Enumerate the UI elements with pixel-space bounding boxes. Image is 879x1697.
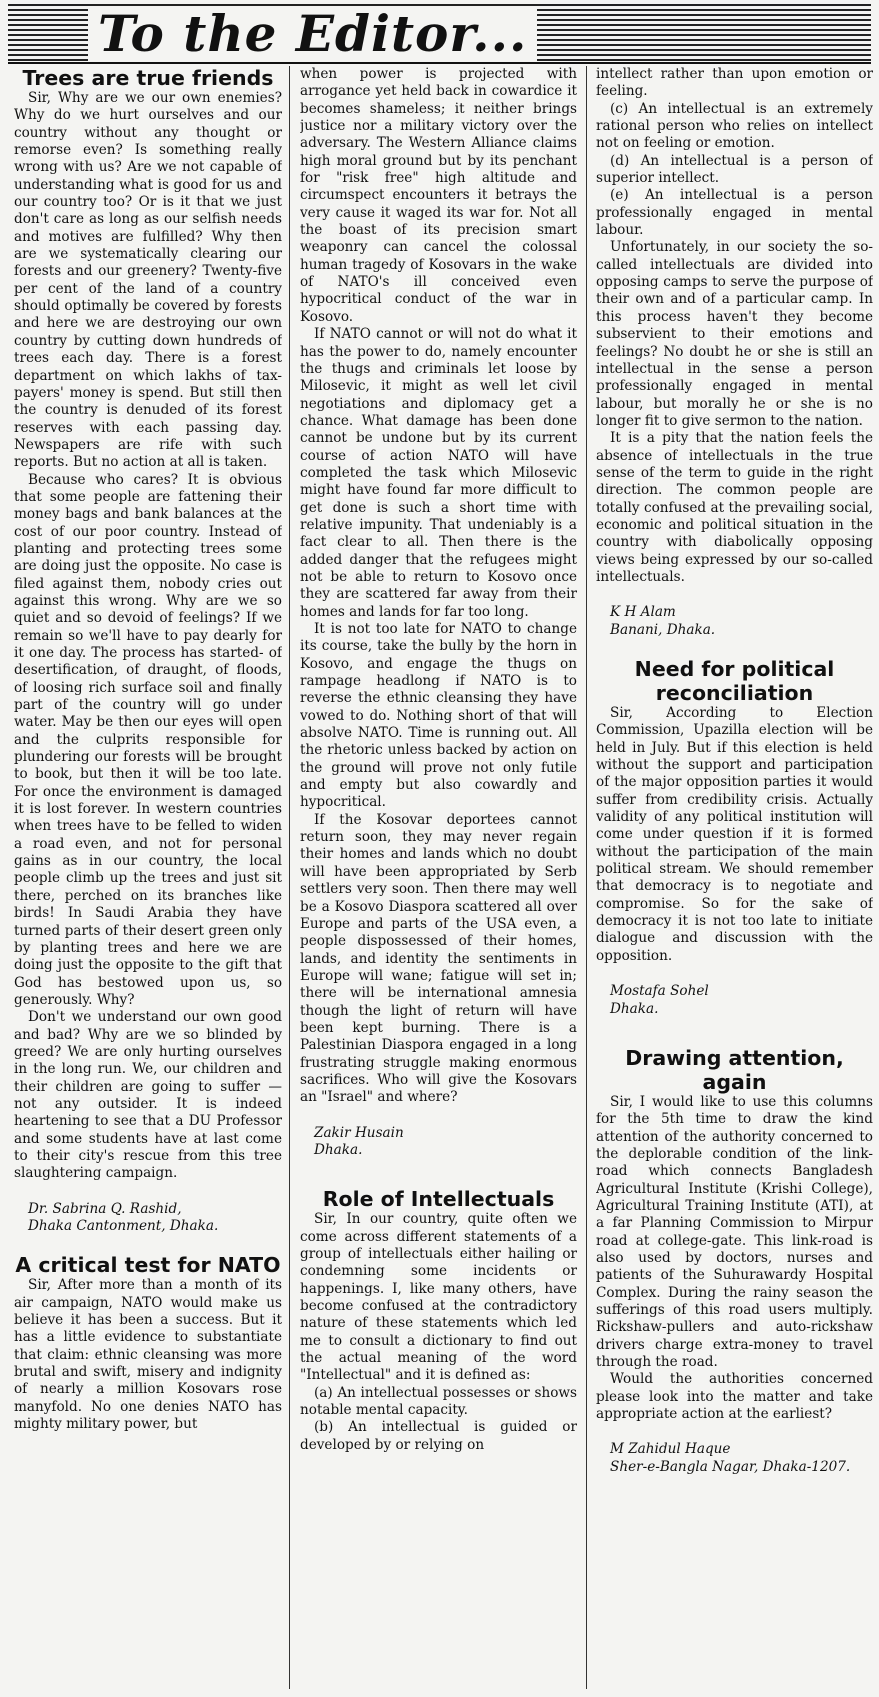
letter-title-attention: Drawing attention, again bbox=[625, 1045, 844, 1094]
signature-name: Dr. Sabrina Q. Rashid, bbox=[28, 1200, 182, 1217]
letter-title-nato: A critical test for NATO bbox=[15, 1253, 281, 1278]
signature-name: Mostafa Sohel bbox=[610, 983, 709, 1000]
letter-paragraph: when power is projected with arrogance yet held back in cowardice it becomes shameless; it neither brings justice nor a military victory over the adversary. The Western Alliance claims high moral ground but by its penchant for "risk free" high altitude and circumspect encounters it betrays the very cause it waged its war for. Not all the boast of its precision smart weaponry can cancel the colossal human tragedy of Kosovars in the wake of NATO's ill conceived even hypocritical conduct of the war in Kosovo. bbox=[300, 66, 577, 325]
letter-paragraph: Don't we understand our own good and bad? Why are we so blinded by greed? We are only hurting ourselves in the long run. We, our children and their children are going to suffer — not any outsider. It is indeed heartening to see that a DU Professor and some students have at last come to their city's rescue from this tree slaughtering campaign. bbox=[14, 1009, 282, 1182]
column-1 bbox=[14, 66, 282, 1691]
letter-paragraph: Sir, According to Election Commission, Upazilla election will be held in July. But if this election is held without the support and participation of the major opposition parties it would suffer from credibility crisis. Actually validity of any political institution will come under question if it is formed without the participation of the main political stream. We should remember that democracy is to negotiate and compromise. So for the sake of democracy it is not too late to initiate dialogue and discussion with the opposition. bbox=[596, 705, 873, 964]
letter-paragraph: Sir, In our country, quite often we come across different statements of a group of intellectuals either hailing or condemning some incidents or happenings. I, like many others, have become confused at the contradictory nature of these statements which led me to consult a dictionary to find out the actual meaning of the word "Intellectual" and it is defined as: bbox=[300, 1211, 577, 1384]
letter-title-political: Need for political reconciliation bbox=[634, 657, 835, 705]
letter-paragraph: (e) An intellectual is a person professionally engaged in mental labour. bbox=[596, 187, 873, 239]
signature-place: Sher-e-Bangla Nagar, Dhaka-1207. bbox=[610, 1458, 851, 1475]
column-rule bbox=[289, 66, 290, 1689]
letter-paragraph: intellect rather than upon emotion or feeling. bbox=[596, 66, 873, 100]
column-2 bbox=[300, 66, 577, 1691]
letter-title-intellectuals: Role of Intellectuals bbox=[322, 1187, 555, 1212]
letter-paragraph: Sir, After more than a month of its air campaign, NATO would make us believe it has been a success. But it has a little evidence to substantiate that claim: ethnic cleansing was more brutal and swift, misery and indignity of nearly a million Kosovars rose manyfold. No one denies NATO has mighty military power, but bbox=[14, 1277, 282, 1433]
masthead-title: To the Editor... bbox=[88, 6, 537, 62]
column-rule bbox=[586, 66, 587, 1689]
column-3 bbox=[596, 66, 873, 1691]
letter-paragraph: (d) An intellectual is a person of superior intellect. bbox=[596, 152, 873, 187]
letter-paragraph: Because who cares? It is obvious that some people are fattening their money bags and bank balances at the cost of our poor country. Instead of planting and protecting trees some are doing just the opposite. No case is filed against them, nobody cries out against this wrong. Why are we so quiet and so devoid of feelings? If we remain so we'll have to pay dearly for it one day. The process has started- of desertification, of draught, of floods, of loosing rich surface soil and finally part of the country will go under water. May be then our eyes will open and the culprits responsible for plundering our forests will be brought to book, but then it will be too late. For once the environment is damaged it is lost forever. In western countries when trees have to be felled to widen a road even, and not for personal gains as in our country, the local people climb up the trees and just sit there, perched on its branches like birds! In Saudi Arabia they have turned parts of their desert green only by planting trees and here we are doing just the opposite to the gift that God has bestowed upon us, so generously. Why? bbox=[14, 471, 282, 1008]
signature-name: K H Alam bbox=[610, 604, 676, 621]
letter-paragraph: Unfortunately, in our society the so-called intellectuals are divided into opposing camps to serve the purpose of their own and of a particular camp. In this process haven't they become subservient to their emotions and feelings? No doubt he or she is still an intellectual in the sense a person professionally engaged in mental labour, but morally he or she is no longer fit to give sermon to the nation. bbox=[596, 239, 873, 429]
letter-paragraph: Sir, Why are we our own enemies? Why do we hurt ourselves and our country without any thought or remorse even? Is something really wrong with us? Are we not capable of understanding what is good for us and our country too? Or is it that we just don't care as long as our selfish needs and motives are fulfilled? Why then are we systematically clearing our forests and our greenery? Twenty-five per cent of the land of a country should optimally be covered by forests and here we are destroying our own country by cutting down hundreds of trees each day. There is a forest department on which lakhs of tax-payers' money is spend. But still then the country is denuded of its forest reserves with each passing day. Newspapers are rife with such reports. But no action at all is taken. bbox=[14, 90, 282, 471]
masthead bbox=[8, 4, 871, 64]
signature-place: Dhaka. bbox=[314, 1141, 363, 1158]
signature-place: Banani, Dhaka. bbox=[610, 621, 716, 638]
letter-paragraph: (a) An intellectual possesses or shows notable mental capacity. bbox=[300, 1384, 577, 1419]
letter-paragraph: It is a pity that the nation feels the absence of intellectuals in the true sense of the term to guide in the right direction. The common people are totally confused at the prevailing social, economic and political situation in the country with diabolically opposing views being expressed by our so-called intellectuals. bbox=[596, 430, 873, 585]
letter-paragraph: It is not too late for NATO to change its course, take the bully by the horn in Kosovo, and engage the thugs on rampage headlong if NATO is to reverse the ethnic cleansing they have vowed to do. Nothing short of that will absolve NATO. Time is running out. All the rhetoric unless backed by action on the ground will prove not only futile and empty but also cowardly and hypocritical. bbox=[300, 621, 577, 811]
letter-paragraph: Would the authorities concerned please look into the matter and take appropriate action at the earliest? bbox=[596, 1371, 873, 1423]
signature-name: M Zahidul Haque bbox=[610, 1441, 731, 1458]
letter-paragraph: (b) An intellectual is guided or developed by or relying on bbox=[300, 1419, 577, 1453]
signature-place: Dhaka. bbox=[610, 1000, 659, 1017]
letter-paragraph: If NATO cannot or will not do what it has the power to do, namely encounter the thugs and criminals let loose by Milosevic, it might as well let civil negotiations and diplomacy get a chance. What damage has been done cannot be undone but by its current course of action NATO will have completed the task which Milosevic might have found far more difficult to get done is such a short time with relative impunity. That undeniably is a fact clear to all. Then there is the added danger that the refugees might not be able to return to Kosovo once they are scattered far away from their homes and lands for far too long. bbox=[300, 326, 577, 620]
letter-title-trees: Trees are true friends bbox=[22, 66, 274, 90]
signature-place: Dhaka Cantonment, Dhaka. bbox=[28, 1218, 219, 1234]
letter-paragraph: If the Kosovar deportees cannot return soon, they may never regain their homes and lands which no doubt will have been appropriated by Serb settlers very soon. Then there may well be a Kosovo Diaspora scattered all over Europe and parts of the USA even, a people dispossessed of their homes, lands, and identity the sentiments in Europe will wane; fatigue will set in; there will be international amnesia though the light of return will have been kept burning. There is a Palestinian Diaspora engaged in a long frustrating struggle making enormous sacrifices. Who will give the Kosovars an "Israel" and where? bbox=[300, 811, 577, 1106]
letter-paragraph: (c) An intellectual is an extremely rational person who relies on intellect not on feeling or emotion. bbox=[596, 100, 873, 152]
letter-paragraph: Sir, I would like to use this columns for the 5th time to draw the kind attention of the authority concerned to the deplorable condition of the link-road which connects Bangladesh Agricultural Institute (Krishi College), Agricultural Training Institute (ATI), at a far Planning Commission to Mirpur road at college-gate. This link-road is also used by doctors, nurses and patients of the Suhurawardy Hospital Complex. During the rainy season the sufferings of this road users multiply. Rickshaw-pullers and auto-rickshaw drivers charge extra-money to travel through the road. bbox=[596, 1093, 873, 1370]
signature-name: Zakir Husain bbox=[314, 1124, 404, 1141]
